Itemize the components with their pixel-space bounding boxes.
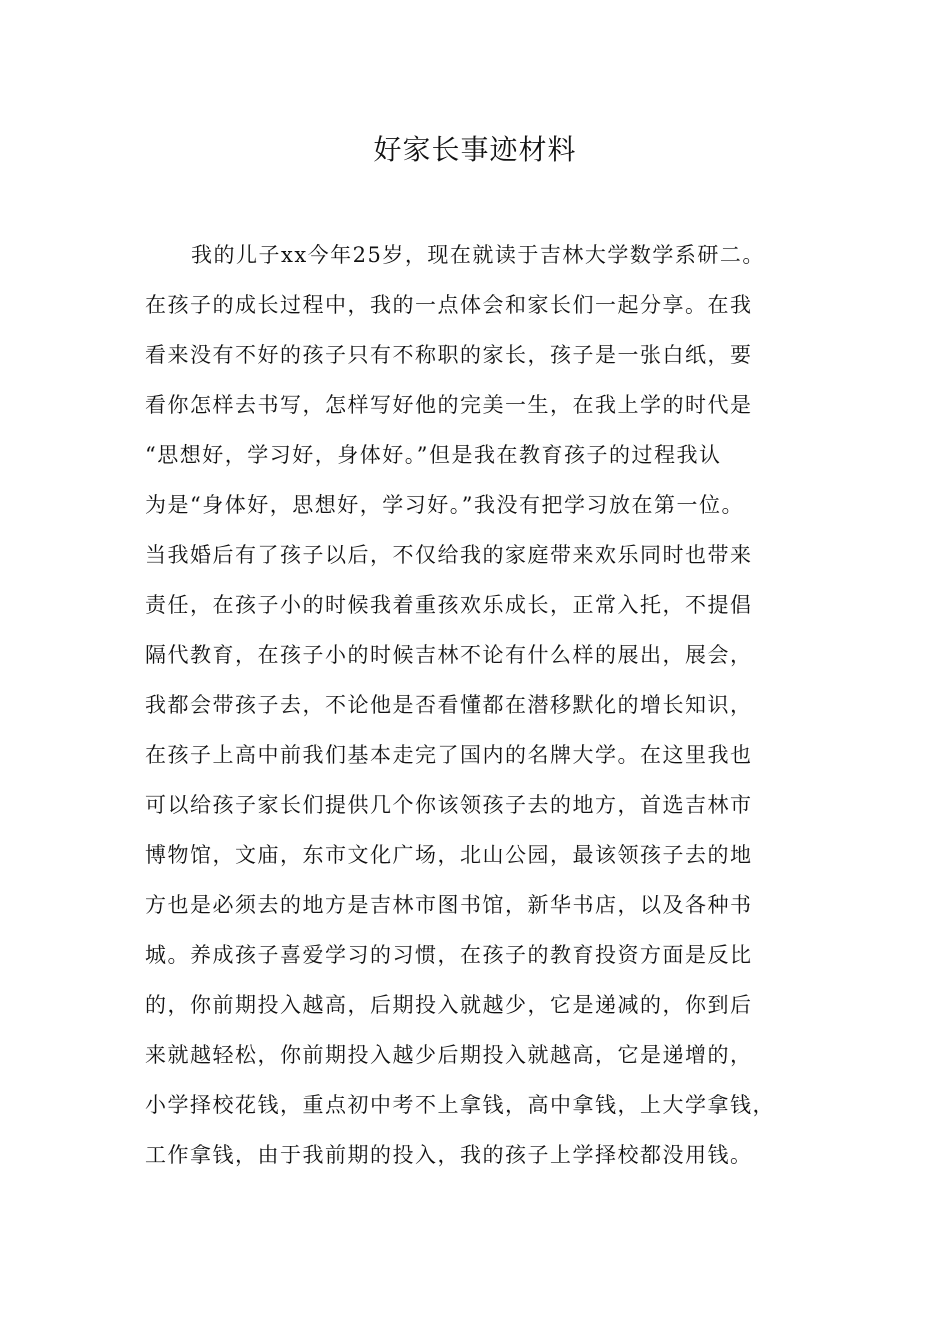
paragraph-line: 的，你前期投入越高，后期投入就越少，它是递减的，你到后 [145, 993, 753, 1017]
paragraph-line: “思想好，学习好，身体好。”但是我在教育孩子的过程我认 [145, 443, 722, 467]
paragraph-line: 看来没有不好的孩子只有不称职的家长，孩子是一张白纸，要 [145, 343, 753, 367]
paragraph-line: 来就越轻松，你前期投入越少后期投入就越高，它是递增的， [145, 1043, 753, 1067]
document-title: 好家长事迹材料 [373, 133, 577, 166]
paragraph-line: 方也是必须去的地方是吉林市图书馆，新华书店，以及各种书 [145, 893, 753, 917]
paragraph-line: 我都会带孩子去，不论他是否看懂都在潜移默化的增长知识， [145, 693, 753, 717]
paragraph-line: 我的儿子xx今年25岁，现在就读于吉林大学数学系研二。 [191, 243, 765, 267]
paragraph-line: 在孩子的成长过程中，我的一点体会和家长们一起分享。在我 [145, 293, 753, 317]
paragraph-line: 为是“身体好，思想好，学习好。”我没有把学习放在第一位。 [145, 493, 744, 517]
paragraph-line: 博物馆，文庙，东市文化广场，北山公园，最该领孩子去的地 [145, 843, 753, 867]
paragraph-line: 小学择校花钱，重点初中考不上拿钱，高中拿钱，上大学拿钱， [145, 1093, 775, 1117]
paragraph-line: 城。养成孩子喜爱学习的习惯，在孩子的教育投资方面是反比 [145, 943, 753, 967]
paragraph-line: 工作拿钱，由于我前期的投入，我的孩子上学择校都没用钱。 [145, 1143, 753, 1167]
paragraph-line: 当我婚后有了孩子以后，不仅给我的家庭带来欢乐同时也带来 [145, 543, 753, 567]
paragraph-line: 可以给孩子家长们提供几个你该领孩子去的地方，首选吉林市 [145, 793, 753, 817]
document-body [145, 230, 835, 1180]
paragraph-line: 在孩子上高中前我们基本走完了国内的名牌大学。在这里我也 [145, 743, 753, 767]
paragraph-line: 责任，在孩子小的时候我着重孩欢乐成长，正常入托，不提倡 [145, 593, 753, 617]
paragraph-line: 看你怎样去书写，怎样写好他的完美一生，在我上学的时代是 [145, 393, 753, 417]
paragraph-line: 隔代教育，在孩子小的时候吉林不论有什么样的展出，展会， [145, 643, 753, 667]
